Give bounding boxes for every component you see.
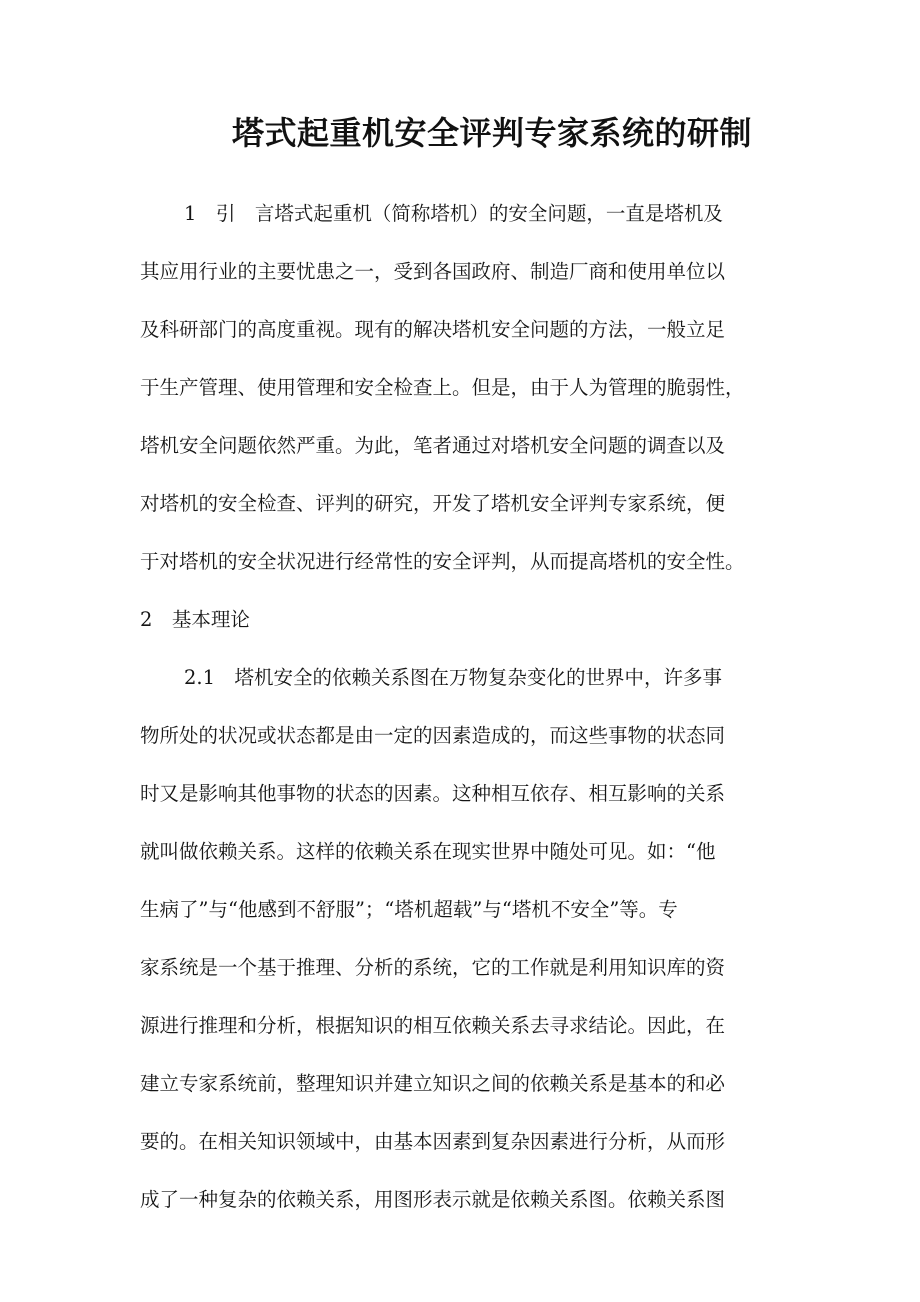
paragraph-line-9: 2.1 塔机安全的依赖关系图在万物复杂变化的世界中，许多事 xyxy=(184,666,723,689)
paragraph-line-16: 建立专家系统前，整理知识并建立知识之间的依赖关系是基本的和必 xyxy=(140,1072,726,1095)
paragraph-line-12: 就叫做依赖关系。这样的依赖关系在现实世界中随处可见。如：“他 xyxy=(140,840,716,863)
paragraph-line-4: 于生产管理、使用管理和安全检查上。但是，由于人为管理的脆弱性， xyxy=(140,376,745,399)
paragraph-line-18: 成了一种复杂的依赖关系，用图形表示就是依赖关系图。依赖关系图 xyxy=(140,1188,726,1211)
paragraph-line-3: 及科研部门的高度重视。现有的解决塔机安全问题的方法，一般立足 xyxy=(140,318,726,341)
paragraph-line-11: 时又是影响其他事物的状态的因素。这种相互依存、相互影响的关系 xyxy=(140,782,726,805)
paragraph-line-14: 家系统是一个基于推理、分析的系统，它的工作就是利用知识库的资 xyxy=(140,956,726,979)
document-body xyxy=(140,192,790,1236)
document-title: 塔式起重机安全评判专家系统的研制 xyxy=(232,114,753,152)
paragraph-line-2: 其应用行业的主要忧患之一，受到各国政府、制造厂商和使用单位以 xyxy=(140,260,726,283)
paragraph-line-7: 于对塔机的安全状况进行经常性的安全评判，从而提高塔机的安全性。 xyxy=(140,550,745,573)
paragraph-line-6: 对塔机的安全检查、评判的研究，开发了塔机安全评判专家系统，便 xyxy=(140,492,726,515)
paragraph-line-15: 源进行推理和分析，根据知识的相互依赖关系去寻求结论。因此，在 xyxy=(140,1014,726,1037)
paragraph-line-17: 要的。在相关知识领域中，由基本因素到复杂因素进行分析，从而形 xyxy=(140,1130,726,1153)
section-heading-basic-theory: 2 基本理论 xyxy=(140,608,250,631)
paragraph-line-10: 物所处的状况或状态都是由一定的因素造成的，而这些事物的状态同 xyxy=(140,724,726,747)
paragraph-line-5: 塔机安全问题依然严重。为此，笔者通过对塔机安全问题的调查以及 xyxy=(140,434,726,457)
paragraph-line-13: 生病了”与“他感到不舒服”；“塔机超载”与“塔机不安全”等。专 xyxy=(140,898,678,921)
paragraph-line-1: 1 引 言塔式起重机（简称塔机）的安全问题，一直是塔机及 xyxy=(184,202,723,225)
